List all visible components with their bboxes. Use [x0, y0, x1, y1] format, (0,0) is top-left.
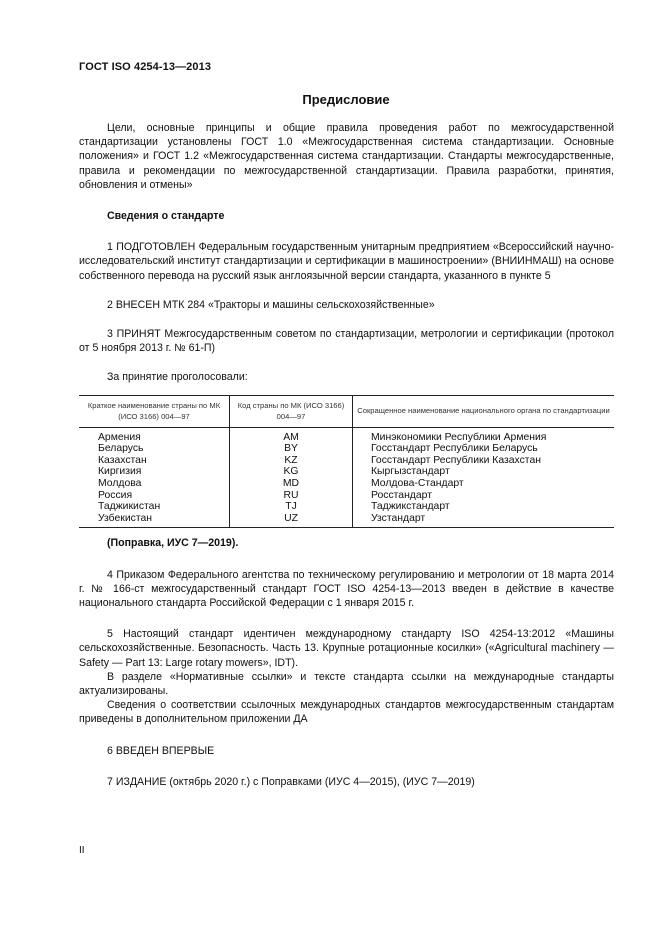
body-cell: Росстандарт: [353, 490, 615, 502]
code-cell: AM: [230, 427, 353, 443]
standard-code-header: ГОСТ ISO 4254-13—2013: [79, 61, 212, 73]
table-row: [79, 501, 614, 513]
body-cell: Минэкономики Республики Армения: [353, 427, 615, 443]
item-5-paragraph: 5 Настоящий стандарт идентичен международному стандарту ISO 4254-13:2012 «Машины сельскохозяйственные. Безопасность. Часть 13. Крупные ротационные косилки» («Agricultural machinery — Safety — Part 13: Large rotary mowers», IDT).: [79, 628, 614, 669]
body-cell: Таджикстандарт: [353, 501, 615, 513]
item-6-paragraph: 6 ВВЕДЕН ВПЕРВЫЕ: [107, 744, 215, 757]
country-cell: Узбекистан: [79, 513, 230, 528]
body-cell: Молдова-Стандарт: [353, 478, 615, 490]
code-cell: UZ: [230, 513, 353, 528]
table-body: [79, 427, 614, 528]
code-cell: BY: [230, 443, 353, 455]
code-cell: KG: [230, 466, 353, 478]
item-5-annex-note: Сведения о соответствии ссылочных международных стандартов межгосударственным стандартам приведены в дополнительном приложении ДА: [79, 699, 614, 726]
page-title: Предисловие: [302, 92, 390, 107]
voting-table: [79, 395, 614, 529]
amendment-note: (Поправка, ИУС 7—2019).: [107, 537, 239, 550]
body-cell: Узстандарт: [353, 513, 615, 528]
item-2-paragraph: 2 ВНЕСЕН МТК 284 «Тракторы и машины сельскохозяйственные»: [107, 298, 435, 311]
table-header-code: Код страны по МК (ИСО 3166) 004—97: [230, 395, 353, 427]
table-header-body: Сокращенное наименование национального органа по стандартизации: [353, 395, 615, 427]
table-row: [79, 513, 614, 528]
country-cell: Казахстан: [98, 454, 147, 466]
table-row: [79, 490, 614, 502]
body-cell: Госстандарт Республики Беларусь: [353, 443, 615, 455]
item-4-paragraph: 4 Приказом Федерального агентства по техническому регулированию и метрологии от 18 марта 2014 г. № 166-ст межгосударственный стандарт ГОСТ ISO 4254-13—2013 введен в действие в качестве национального стандарта Российской Федерации с 1 января 2015 г.: [79, 568, 614, 609]
country-cell: Молдова: [98, 478, 142, 490]
table-row: [79, 478, 614, 490]
page-number: II: [79, 845, 85, 856]
table-row: [79, 466, 614, 478]
country-cell: Беларусь: [98, 443, 144, 455]
table-row: [79, 427, 614, 443]
code-cell: KZ: [230, 455, 353, 467]
item-5-references-note: В разделе «Нормативные ссылки» и тексте стандарта ссылки на международные стандарты актуализированы.: [79, 670, 614, 698]
country-cell: Киргизия: [98, 466, 142, 478]
item-1-paragraph: 1 ПОДГОТОВЛЕН Федеральным государственным унитарным предприятием «Всероссийский научно-исследовательский институт стандартизации и сертификации в машиностроении» (ВНИИНМАШ) на основе собственного перевода на русский язык англоязычной версии стандарта, указанного в пункте 5: [79, 241, 614, 282]
intro-paragraph: Цели, основные принципы и общие правила проведения работ по межгосударственной стандартизации установлены ГОСТ 1.0 «Межгосударственная система стандартизации. Основные положения» и ГОСТ 1.2 «Межгосударственная система стандартизации. Стандарты межгосударственные, правила и рекомендации по межгосударственной стандартизации. Правила разработки, принятия, обновления и отмены»: [79, 122, 614, 191]
table-header-country: Краткое наименование страны по МК (ИСО 3166) 004—97: [79, 395, 230, 427]
table-row: [79, 455, 614, 467]
code-cell: MD: [230, 478, 353, 490]
voted-label: За принятие проголосовали:: [107, 371, 248, 384]
table-header-row: [79, 395, 614, 427]
table-row: [79, 443, 614, 455]
document-body: [79, 121, 614, 789]
country-cell: Россия: [98, 489, 133, 501]
item-7-paragraph: 7 ИЗДАНИЕ (октябрь 2020 г.) с Поправками (ИУС 4—2015), (ИУС 7—2019): [107, 775, 475, 788]
info-heading: Сведения о стандарте: [107, 210, 225, 223]
item-3-paragraph: 3 ПРИНЯТ Межгосударственным советом по стандартизации, метрологии и сертификации (протокол от 5 ноября 2013 г. № 61-П): [79, 328, 614, 355]
code-cell: RU: [230, 490, 353, 502]
body-cell: Кыргызстандарт: [353, 466, 615, 478]
country-cell: Армения: [98, 431, 141, 443]
country-cell: Таджикистан: [98, 501, 161, 513]
code-cell: TJ: [230, 501, 353, 513]
body-cell: Госстандарт Республики Казахстан: [353, 455, 615, 467]
